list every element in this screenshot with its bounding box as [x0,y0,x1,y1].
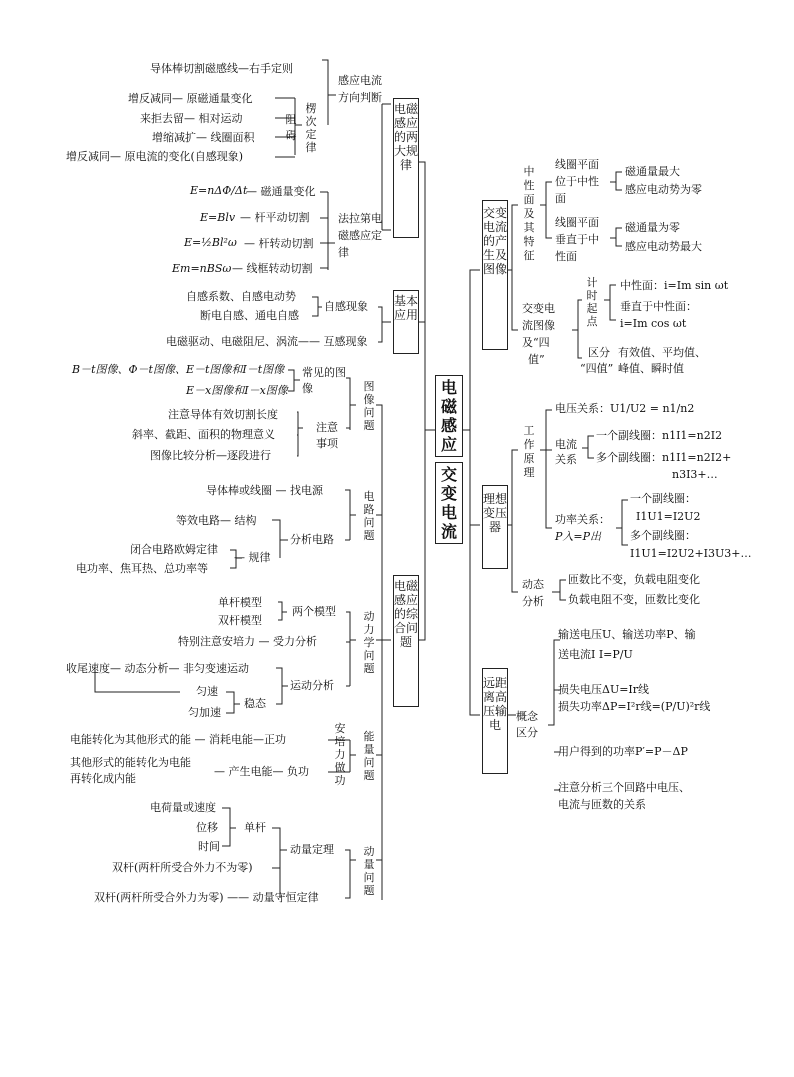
faraday-item-1: — 磁通量变化 [246,185,316,198]
transmission-item-4: 用户得到的功率P′=P－ΔP [558,745,688,758]
neutral-plane-label: 中性面及其特征 [523,165,535,262]
dyn-item-5: 匀速 [196,685,218,698]
current-relation-label: 电流关系 [555,438,577,466]
neutral-2b: 垂直于中 [555,233,599,246]
transmission-item-2: 损失电压ΔU=Ir线 [558,683,650,696]
ac-generation-title: 交变电流的产生及图像 [483,206,508,276]
hinder-label: 阻碍 [285,113,297,142]
energy-item-2c: — 产生电能— 负功 [214,765,309,778]
ac-image-a: 交变电 [522,302,555,315]
dyn-item-4: 收尾速度— 动态分析— 非匀变速运动 [66,662,249,675]
dyn-steady-label: 稳态 [244,697,266,710]
mom-item-5: 双杆(两杆所受合外力为零) —— 动量守恒定律 [94,891,319,904]
ac-image-d: 值” [528,353,545,366]
transformer-title: 理想变压器 [483,492,508,534]
self-item-3: 电磁驱动、电磁阻尼、涡流—— 互感现象 [166,335,368,348]
power-relation-label: 功率关系： [555,513,610,526]
ac-image-b: 流图像 [522,319,555,332]
circuit-rule-label: — 规律 [234,551,271,564]
lenz-item-2: 来拒去留— 相对运动 [140,112,243,125]
mom-item-1: 电荷量或速度 [150,801,216,814]
box-comprehensive[interactable] [393,575,419,707]
transmission-item-5b: 电流与匝数的关系 [558,798,646,811]
image-item-2: E－x图像和I－x图像 [186,384,288,397]
comprehensive-title: 电磁感应的综合问题 [394,579,419,649]
dyn-item-1: 单杆模型 [218,596,262,609]
dynamic-analysis-label: 动态分析 [522,578,544,608]
dyn-motion-label: 运动分析 [290,679,334,692]
common-image-label: 常见的图像 [302,366,346,395]
four-values-1: 有效值、平均值、 [618,346,706,359]
neutral-1a: 线圈平面 [555,158,599,171]
faraday-eq-3: E=½Bl²ω [184,236,237,249]
dynamics-label: 动力学问题 [363,610,375,675]
attention-item-3: 图像比较分析—逐段进行 [150,449,271,462]
center-top-box[interactable] [435,375,463,457]
neutral-1b: 位于中性 [555,175,599,188]
lenz-item-3: 增缩减扩— 线圈面积 [152,131,255,144]
center-top-title: 电磁感应 [440,378,457,454]
distinguish-a: 区分 [588,346,610,359]
faraday-item-4: — 线框转动切割 [232,262,313,275]
dyn-item-6: 匀加速 [188,706,221,719]
box-transformer[interactable] [482,485,508,569]
self-induction-label: 自感现象 [324,300,368,313]
neutral-2-result-1: 磁通量为零 [625,221,680,234]
circuit-item-4: 电功率、焦耳热、总功率等 [76,562,208,575]
faraday-eq-2: E=Blv [200,211,236,224]
dynamic-item-1: 匝数比不变，负载电阻变化 [568,573,700,586]
distinguish-b: “四值” [580,362,614,375]
energy-item-1: 电能转化为其他形式的能 — 消耗电能—正功 [70,733,286,746]
neutral-2c: 性面 [555,250,577,263]
faraday-item-2: — 杆平动切割 [240,211,310,224]
ampere-work-label: 安培力做功 [334,722,346,787]
image-problem-label: 图像问题 [363,380,375,432]
circuit-analysis-label: 分析电路 [290,533,334,546]
current-item-1: 一个副线圈：n1I1=n2I2 [596,429,723,442]
neutral-2a: 线圈平面 [555,216,599,229]
momentum-label: 动量问题 [363,845,375,897]
neutral-2-result-2: 感应电动势最大 [625,240,702,253]
power-item-1a: 一个副线圈： [630,492,696,505]
circuit-item-2: 等效电路— 结构 [176,514,257,527]
mom-theorem-label: 动量定理 [290,843,334,856]
box-ac-generation[interactable] [482,200,508,350]
image-item-1: B－t图像、Φ－t图像、E－t图像和I－t图像 [72,363,285,376]
faraday-eq-1: E=nΔΦ/Δt [190,184,248,197]
attention-item-1: 注意导体有效切割长度 [168,408,278,421]
four-values-2: 峰值、瞬时值 [618,362,684,375]
self-item-1: 自感系数、自感电动势 [186,290,296,303]
neutral-1c: 面 [555,192,566,205]
box-basic-app[interactable] [393,290,419,354]
self-item-2: 断电自感、通电自感 [200,309,299,322]
voltage-relation: 电压关系：U1/U2 = n1/n2 [555,402,695,415]
faraday-eq-4: Em=nBSω [172,262,232,275]
energy-item-2a: 其他形式的能转化为电能 [70,756,191,769]
timing-item-2a: 垂直于中性面： [620,300,697,313]
transmission-item-5a: 注意分析三个回路中电压、 [558,781,690,794]
neutral-1-result-1: 磁通量最大 [625,165,680,178]
center-bottom-box[interactable] [435,462,463,544]
timing-label: 计时起点 [586,276,598,328]
center-bottom-title: 交变电流 [440,465,457,541]
faraday-label: 法拉第电磁感应定律 [338,212,382,259]
induced-dir-label: 感应电流方向判断 [338,74,382,104]
power-item-2b: I1U1=I2U2+I3U3+… [630,547,752,560]
transmission-item-1b: 送电流I I=P/U [558,648,633,661]
transmission-item-1a: 输送电压U、输送功率P、输 [558,628,696,641]
dyn-item-3: 特别注意安培力 — 受力分析 [178,635,317,648]
lenz-item-1: 增反减同— 原磁通量变化 [128,92,253,105]
energy-label: 能量问题 [363,730,375,782]
dyn-models-label: 两个模型 [292,605,336,618]
attention-label: 注意事项 [316,421,338,450]
mom-single-label: 单杆 [244,821,266,834]
circuit-item-1: 导体棒或线圈 — 找电源 [206,484,323,497]
timing-item-1: 中性面：i=Im sin ωt [620,279,729,292]
box-two-laws[interactable] [393,98,419,238]
neutral-1-result-2: 感应电动势为零 [625,183,702,196]
timing-item-2b: i=Im cos ωt [620,317,687,330]
transmission-item-3: 损失功率ΔP=I²r线=(P/U)²r线 [558,700,711,713]
lenz-item-4: 增反减同— 原电流的变化(自感现象) [66,150,244,163]
box-transmission[interactable] [482,668,508,774]
power-eq: P入=P出 [555,530,602,543]
power-item-1b: I1U1=I2U2 [636,510,701,523]
basic-app-title: 基本应用 [394,294,419,322]
lenz-label: 楞次定律 [305,102,317,154]
faraday-item-3: — 杆转动切割 [244,237,314,250]
mom-item-3: 时间 [198,840,220,853]
dynamic-item-2: 负载电阻不变，匝数比变化 [568,593,700,606]
transmission-title: 远距离高压输电 [483,676,508,732]
ac-image-c: 及“四 [522,336,550,349]
current-item-2b: n3I3+… [672,468,718,481]
current-item-2a: 多个副线圈：n1I1=n2I2+ [596,451,732,464]
right-hand-rule: 导体棒切割磁感线—右手定则 [150,62,293,75]
power-item-2a: 多个副线圈： [630,529,696,542]
energy-item-2b: 再转化成内能 [70,772,136,785]
circuit-problem-label: 电路问题 [363,490,375,542]
attention-item-2: 斜率、截距、面积的物理意义 [132,428,275,441]
concept-label: 概念区分 [516,710,538,739]
dyn-item-2: 双杆模型 [218,614,262,627]
mom-item-4: 双杆(两杆所受合外力不为零) [112,861,253,874]
circuit-item-3: 闭合电路欧姆定律 [130,543,218,556]
work-principle-label: 工作原理 [523,424,535,479]
two-laws-title: 电磁感应的两大规律 [394,102,419,172]
mom-item-2: 位移 [196,821,218,834]
